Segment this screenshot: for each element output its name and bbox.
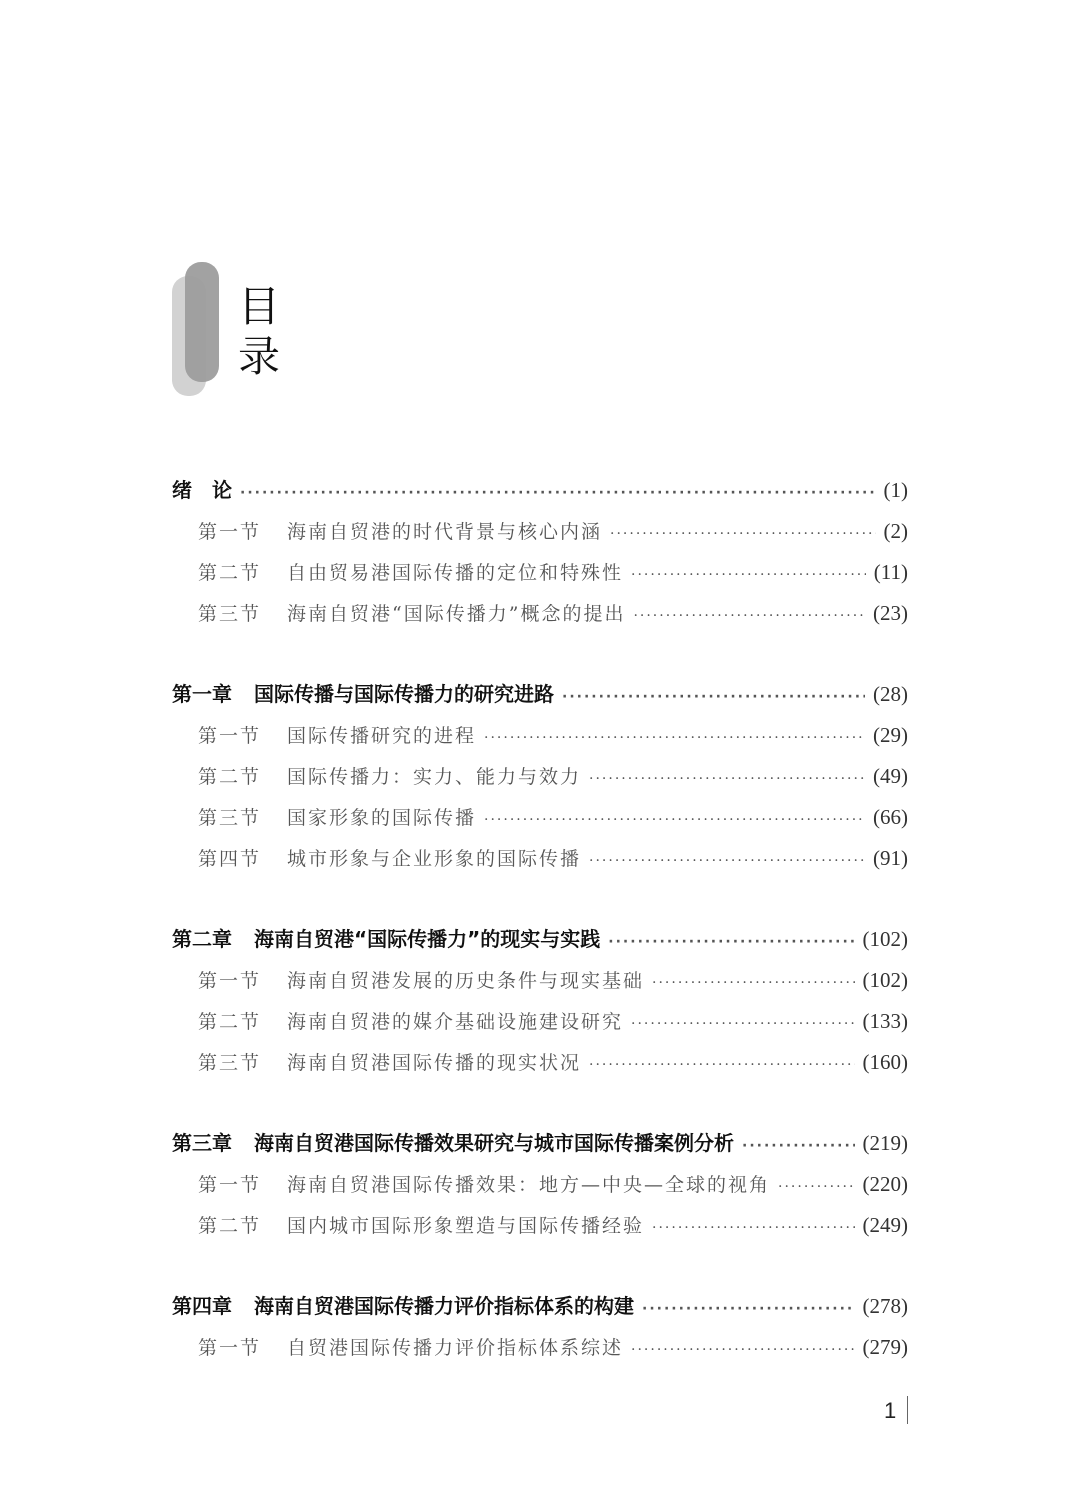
footer-divider bbox=[907, 1396, 908, 1424]
entry-page: (160) bbox=[862, 1050, 908, 1074]
dot-leader bbox=[652, 1208, 854, 1249]
dot-leader bbox=[589, 841, 865, 882]
entry-title: 海南自贸港“国际传播力”的现实与实践 bbox=[254, 927, 601, 951]
entry-title: 海南自贸港国际传播的现实状况 bbox=[287, 1052, 582, 1074]
entry-page: (11) bbox=[873, 560, 908, 584]
entry-label bbox=[198, 594, 625, 635]
entry-label bbox=[172, 1286, 634, 1327]
entry-page: (28) bbox=[873, 682, 908, 706]
entry-title: 海南自贸港发展的历史条件与现实基础 bbox=[287, 970, 645, 992]
toc-section[interactable] bbox=[172, 715, 908, 756]
entry-number: 第三节 bbox=[198, 807, 262, 829]
entry-number: 第三章 bbox=[172, 1131, 232, 1155]
entry-number: 第三节 bbox=[198, 603, 262, 625]
entry-label bbox=[172, 470, 232, 511]
entry-number: 第一节 bbox=[198, 970, 262, 992]
dot-leader bbox=[562, 677, 865, 718]
toc-section[interactable] bbox=[172, 593, 908, 634]
dot-leader bbox=[589, 1045, 854, 1086]
entry-title: 国际传播力：实力、能力与效力 bbox=[287, 766, 582, 788]
entry-number: 第一节 bbox=[198, 521, 262, 543]
entry-label bbox=[198, 757, 581, 798]
entry-title: 自贸港国际传播力评价指标体系综述 bbox=[287, 1337, 624, 1359]
entry-title: 自由贸易港国际传播的定位和特殊性 bbox=[287, 562, 624, 584]
toc-group bbox=[172, 1123, 908, 1246]
entry-title: 海南自贸港的媒介基础设施建设研究 bbox=[287, 1011, 624, 1033]
toc-section[interactable] bbox=[172, 552, 908, 593]
entry-page: (29) bbox=[873, 723, 908, 747]
toc-section[interactable] bbox=[172, 1164, 908, 1205]
toc-section[interactable] bbox=[172, 797, 908, 838]
table-of-contents bbox=[172, 470, 908, 1408]
toc-section[interactable] bbox=[172, 838, 908, 879]
entry-number: 第二节 bbox=[198, 1215, 262, 1237]
entry-page: (249) bbox=[862, 1213, 908, 1237]
toc-group bbox=[172, 674, 908, 879]
entry-label bbox=[198, 961, 644, 1002]
toc-section[interactable] bbox=[172, 1205, 908, 1246]
toc-section[interactable] bbox=[172, 511, 908, 552]
dot-leader bbox=[642, 1289, 855, 1330]
toc-section[interactable] bbox=[172, 1042, 908, 1083]
toc-chapter[interactable] bbox=[172, 919, 908, 960]
page-title bbox=[238, 282, 288, 382]
dot-leader bbox=[778, 1167, 854, 1208]
entry-page: (278) bbox=[862, 1294, 908, 1318]
decor-bar-dark bbox=[185, 262, 219, 382]
toc-group bbox=[172, 1286, 908, 1368]
title-decoration bbox=[172, 262, 232, 402]
entry-label bbox=[172, 674, 554, 715]
dot-leader bbox=[240, 473, 876, 514]
entry-title: 国家形象的国际传播 bbox=[287, 807, 477, 829]
entry-label bbox=[198, 839, 581, 880]
title-char: 录 bbox=[238, 332, 281, 381]
entry-title: 海南自贸港“国际传播力”概念的提出 bbox=[287, 603, 626, 625]
entry-number: 第二节 bbox=[198, 562, 262, 584]
entry-page: (2) bbox=[883, 519, 908, 543]
entry-label bbox=[198, 1328, 623, 1369]
entry-label bbox=[198, 716, 476, 757]
entry-label bbox=[198, 1206, 644, 1247]
entry-page: (219) bbox=[862, 1131, 908, 1155]
entry-page: (102) bbox=[862, 927, 908, 951]
entry-number: 第一节 bbox=[198, 1174, 262, 1196]
entry-title: 国内城市国际形象塑造与国际传播经验 bbox=[287, 1215, 645, 1237]
entry-page: (102) bbox=[862, 968, 908, 992]
dot-leader bbox=[589, 759, 865, 800]
entry-number: 第一节 bbox=[198, 1337, 262, 1359]
dot-leader bbox=[652, 963, 854, 1004]
toc-section[interactable] bbox=[172, 756, 908, 797]
entry-number: 第二节 bbox=[198, 766, 262, 788]
toc-section[interactable] bbox=[172, 960, 908, 1001]
dot-leader bbox=[633, 596, 865, 637]
entry-label bbox=[198, 1165, 770, 1206]
entry-label bbox=[198, 798, 476, 839]
entry-title: 海南自贸港的时代背景与核心内涵 bbox=[287, 521, 603, 543]
toc-chapter[interactable] bbox=[172, 674, 908, 715]
toc-chapter[interactable] bbox=[172, 470, 908, 511]
entry-page: (133) bbox=[862, 1009, 908, 1033]
toc-section[interactable] bbox=[172, 1327, 908, 1368]
entry-title: 海南自贸港国际传播力评价指标体系的构建 bbox=[254, 1294, 634, 1318]
entry-number: 第四节 bbox=[198, 848, 262, 870]
entry-label bbox=[198, 1043, 581, 1084]
toc-section[interactable] bbox=[172, 1001, 908, 1042]
entry-number: 第二章 bbox=[172, 927, 232, 951]
entry-label bbox=[198, 512, 602, 553]
dot-leader bbox=[631, 1004, 854, 1045]
entry-number: 第二节 bbox=[198, 1011, 262, 1033]
entry-title: 国际传播与国际传播力的研究进路 bbox=[254, 682, 554, 706]
toc-chapter[interactable] bbox=[172, 1286, 908, 1327]
dot-leader bbox=[631, 555, 866, 596]
entry-page: (91) bbox=[873, 846, 908, 870]
entry-page: (279) bbox=[862, 1335, 908, 1359]
entry-label bbox=[198, 1002, 623, 1043]
entry-page: (66) bbox=[873, 805, 908, 829]
entry-page: (23) bbox=[873, 601, 908, 625]
toc-group bbox=[172, 919, 908, 1083]
title-char: 目 bbox=[238, 282, 281, 331]
entry-number: 第一节 bbox=[198, 725, 262, 747]
page-number: 1 bbox=[884, 1398, 897, 1423]
dot-leader bbox=[608, 922, 854, 963]
dot-leader bbox=[484, 718, 865, 759]
dot-leader bbox=[631, 1330, 854, 1371]
entry-number: 第一章 bbox=[172, 682, 232, 706]
entry-page: (1) bbox=[883, 478, 908, 502]
entry-label bbox=[198, 553, 623, 594]
entry-label bbox=[172, 919, 600, 960]
entry-title: 海南自贸港国际传播效果：地方—中央—全球的视角 bbox=[287, 1174, 771, 1196]
dot-leader bbox=[742, 1126, 855, 1167]
entry-page: (220) bbox=[862, 1172, 908, 1196]
toc-chapter[interactable] bbox=[172, 1123, 908, 1164]
entry-label bbox=[172, 1123, 734, 1164]
dot-leader bbox=[484, 800, 865, 841]
entry-number: 第四章 bbox=[172, 1294, 232, 1318]
entry-number: 绪 论 bbox=[172, 478, 232, 502]
entry-title: 国际传播研究的进程 bbox=[287, 725, 477, 747]
entry-number: 第三节 bbox=[198, 1052, 262, 1074]
entry-title: 海南自贸港国际传播效果研究与城市国际传播案例分析 bbox=[254, 1131, 734, 1155]
dot-leader bbox=[610, 514, 875, 555]
entry-page: (49) bbox=[873, 764, 908, 788]
toc-group bbox=[172, 470, 908, 634]
entry-title: 城市形象与企业形象的国际传播 bbox=[287, 848, 582, 870]
